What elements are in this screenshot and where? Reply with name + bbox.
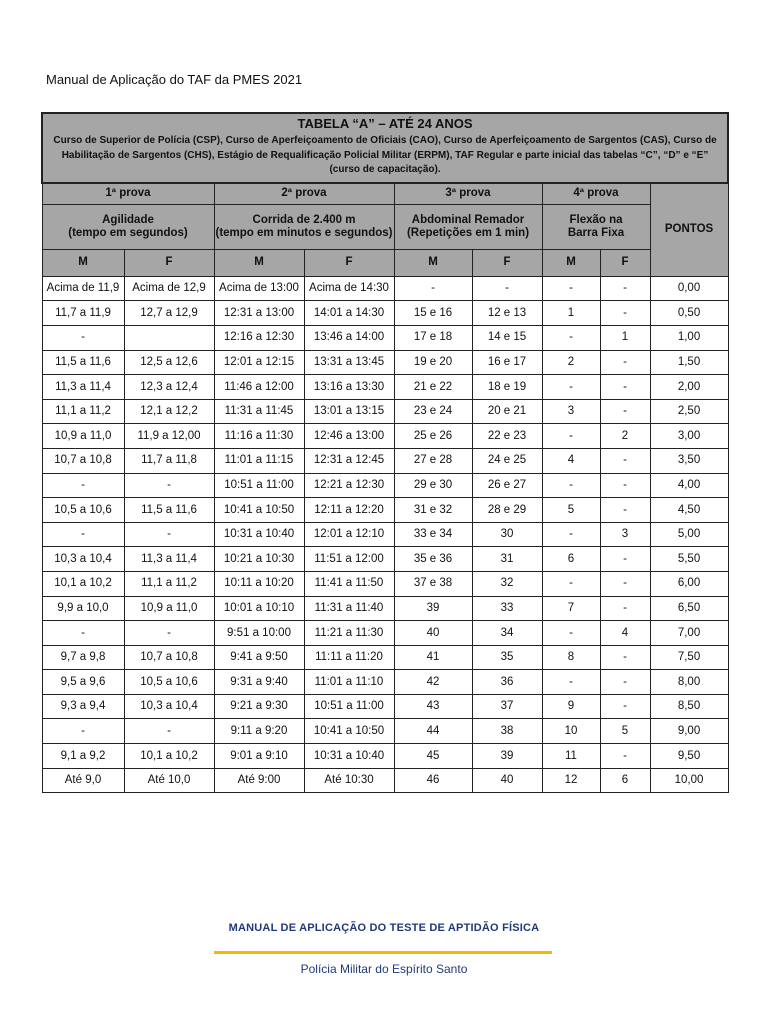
table-row [42,596,728,621]
table-cell: - [600,301,650,326]
table-cell: 9:21 a 9:30 [214,694,304,719]
table-cell: 12:11 a 12:20 [304,498,394,523]
table-cell: 32 [472,571,542,596]
table-cell: - [542,473,600,498]
table-cell: 7 [542,596,600,621]
sex-m-agilidade: M [42,249,124,276]
table-cell: 10,3 a 10,4 [124,694,214,719]
table-cell: 12:01 a 12:10 [304,522,394,547]
table-cell: 10:51 a 11:00 [304,694,394,719]
table-cell: - [600,670,650,695]
table-title: TABELA “A” – ATÉ 24 ANOS [297,116,473,131]
table-cell: 9:41 a 9:50 [214,645,304,670]
table-cell: 13:31 a 13:45 [304,350,394,375]
category-label: Agilidade [102,214,154,227]
table-cell: - [542,621,600,646]
table-cell: 27 e 28 [394,448,472,473]
table-cell: 10:31 a 10:40 [304,744,394,769]
table-cell: 39 [394,596,472,621]
table-cell: 5,00 [650,522,728,547]
category-abdominal [394,204,542,249]
table-row [42,424,728,449]
table-cell: 9,7 a 9,8 [42,645,124,670]
table-cell: 8,50 [650,694,728,719]
prova-1-header: 1ª prova [42,183,214,205]
table-cell: 11,1 a 11,2 [124,571,214,596]
table-cell: 24 e 25 [472,448,542,473]
table-cell: - [600,547,650,572]
table-row [42,448,728,473]
table-row [42,571,728,596]
taf-table-a [41,112,729,793]
table-cell: 9,00 [650,719,728,744]
table-cell: 20 e 21 [472,399,542,424]
table-cell: 11,7 a 11,9 [42,301,124,326]
table-cell: 31 e 32 [394,498,472,523]
table-cell: 13:16 a 13:30 [304,375,394,400]
table-cell: 5 [600,719,650,744]
table-cell: - [542,424,600,449]
table-cell: 8,00 [650,670,728,695]
table-cell: 11 [542,744,600,769]
table-cell: 10,7 a 10,8 [124,645,214,670]
table-cell: 11,3 a 11,4 [124,547,214,572]
table-cell: 10:51 a 11:00 [214,473,304,498]
table-cell: 19 e 20 [394,350,472,375]
table-cell: 12:01 a 12:15 [214,350,304,375]
table-cell: Até 10:30 [304,768,394,793]
table-cell: 4 [600,621,650,646]
table-cell: 12 [542,768,600,793]
table-cell: 22 e 23 [472,424,542,449]
table-cell: - [600,375,650,400]
table-cell: - [600,498,650,523]
document-header: Manual de Aplicação do TAF da PMES 2021 [46,72,303,87]
table-cell: 10,1 a 10,2 [42,571,124,596]
table-row [42,744,728,769]
table-cell: 26 e 27 [472,473,542,498]
table-cell: 10:11 a 10:20 [214,571,304,596]
table-cell: 9 [542,694,600,719]
table-cell: 2,00 [650,375,728,400]
table-cell: 6 [542,547,600,572]
table-cell: 9,1 a 9,2 [42,744,124,769]
table-cell: 40 [472,768,542,793]
table-cell: - [542,276,600,301]
table-cell: Acima de 11,9 [42,276,124,301]
table-cell: Até 10,0 [124,768,214,793]
table-row [42,522,728,547]
table-cell: 12:31 a 12:45 [304,448,394,473]
table-cell: 11:41 a 11:50 [304,571,394,596]
table-row [42,350,728,375]
table-row [42,276,728,301]
table-cell: 10,7 a 10,8 [42,448,124,473]
table-cell: 1 [600,325,650,350]
table-row [42,645,728,670]
table-cell: 0,00 [650,276,728,301]
table-cell: 6,50 [650,596,728,621]
category-flexao [542,204,650,249]
table-cell: - [542,670,600,695]
pontos-header: PONTOS [650,183,728,277]
table-cell: 5 [542,498,600,523]
table-cell: - [42,522,124,547]
table-cell: 41 [394,645,472,670]
sex-f-flexao: F [600,249,650,276]
table-cell: 12:31 a 13:00 [214,301,304,326]
table-cell: 33 e 34 [394,522,472,547]
table-cell: 11:31 a 11:40 [304,596,394,621]
table-cell: 11:31 a 11:45 [214,399,304,424]
table-cell: - [124,473,214,498]
table-cell: 18 e 19 [472,375,542,400]
table-cell: 35 [472,645,542,670]
table-cell: - [124,522,214,547]
table-cell: - [42,621,124,646]
table-cell: - [542,571,600,596]
table-cell: - [600,694,650,719]
table-row [42,694,728,719]
table-cell: 40 [394,621,472,646]
table-cell: 10:41 a 10:50 [304,719,394,744]
sex-f-agilidade: F [124,249,214,276]
table-cell: 10,9 a 11,0 [124,596,214,621]
table-cell: 4 [542,448,600,473]
table-cell: - [542,325,600,350]
table-cell: 3,50 [650,448,728,473]
table-cell: 7,50 [650,645,728,670]
table-cell: 21 e 22 [394,375,472,400]
table-cell: 16 e 17 [472,350,542,375]
table-cell: 5,50 [650,547,728,572]
table-cell: 2,50 [650,399,728,424]
prova-4-header: 4ª prova [542,183,650,205]
table-cell: 6 [600,768,650,793]
table-cell: 11:01 a 11:10 [304,670,394,695]
table-row [42,399,728,424]
table-cell: 9,3 a 9,4 [42,694,124,719]
table-cell: 11,7 a 11,8 [124,448,214,473]
table-cell: 13:46 a 14:00 [304,325,394,350]
sex-m-corrida: M [214,249,304,276]
table-cell: 1,00 [650,325,728,350]
sex-m-flexao: M [542,249,600,276]
table-cell: 10,5 a 10,6 [124,670,214,695]
table-cell: 35 e 36 [394,547,472,572]
table-cell: 1,50 [650,350,728,375]
table-row [42,498,728,523]
table-cell: 9:01 a 9:10 [214,744,304,769]
table-cell: 45 [394,744,472,769]
table-cell: 43 [394,694,472,719]
table-cell: 11:11 a 11:20 [304,645,394,670]
table-cell: - [124,621,214,646]
table-cell: 7,00 [650,621,728,646]
table-cell: - [124,719,214,744]
category-unit: (tempo em minutos e segundos) [215,226,393,239]
table-cell [124,325,214,350]
table-row [42,670,728,695]
table-row [42,768,728,793]
table-cell: 11:46 a 12:00 [214,375,304,400]
table-cell: 4,50 [650,498,728,523]
table-cell: - [600,399,650,424]
table-cell: Até 9:00 [214,768,304,793]
footer-title: MANUAL DE APLICAÇÃO DO TESTE DE APTIDÃO FÍSICA [228,922,540,934]
table-cell: 14:01 a 14:30 [304,301,394,326]
sex-m-abdominal: M [394,249,472,276]
prova-3-header: 3ª prova [394,183,542,205]
table-title-block [42,113,728,183]
table-cell: 28 e 29 [472,498,542,523]
table-row [42,473,728,498]
table-cell: 12 e 13 [472,301,542,326]
table-body [42,276,728,792]
table-cell: 25 e 26 [394,424,472,449]
table-cell: - [600,448,650,473]
table-cell: 17 e 18 [394,325,472,350]
table-cell: - [600,744,650,769]
table-row [42,719,728,744]
table-cell: 11:21 a 11:30 [304,621,394,646]
table-cell: 6,00 [650,571,728,596]
category-corrida [214,204,394,249]
table-cell: 11,1 a 11,2 [42,399,124,424]
table-cell: 2 [600,424,650,449]
table-cell: - [42,473,124,498]
table-cell: 39 [472,744,542,769]
table-cell: 46 [394,768,472,793]
table-cell: 3 [600,522,650,547]
table-cell: 1 [542,301,600,326]
table-cell: 10,3 a 10,4 [42,547,124,572]
table-cell: Até 9,0 [42,768,124,793]
table-cell: 29 e 30 [394,473,472,498]
table-cell: 10:21 a 10:30 [214,547,304,572]
table-cell: - [600,276,650,301]
table-cell: 11:01 a 11:15 [214,448,304,473]
table-cell: 11,5 a 11,6 [42,350,124,375]
table-cell: - [42,325,124,350]
table-cell: 37 e 38 [394,571,472,596]
table-cell: 36 [472,670,542,695]
table-cell: 11:51 a 12:00 [304,547,394,572]
table-cell: Acima de 14:30 [304,276,394,301]
table-cell: 10:41 a 10:50 [214,498,304,523]
table-cell: - [394,276,472,301]
prova-2-header: 2ª prova [214,183,394,205]
table-cell: 10:01 a 10:10 [214,596,304,621]
table-cell: 10,1 a 10,2 [124,744,214,769]
table-cell: 3 [542,399,600,424]
table-subtitle: Curso de Superior de Polícia (CSP), Curso de Aperfeiçoamento de Oficiais (CAO), Curso de Aperfeiçoamento de Sargentos (CAS), Curso de Habilitação de Sargentos (CHS), Estágio de Requalificação Policial Militar (ERPM), TAF Regular e parte inicial das tabelas “C”, “D” e “E” (curso de capacitação). [53,135,717,176]
table-cell: 9,5 a 9,6 [42,670,124,695]
table-cell: 23 e 24 [394,399,472,424]
table-cell: - [600,645,650,670]
table-cell: 2 [542,350,600,375]
table-cell: 37 [472,694,542,719]
category-unit: (Repetições em 1 min) [406,226,530,239]
table-cell: 9:11 a 9:20 [214,719,304,744]
table-cell: 31 [472,547,542,572]
table-cell: 12:21 a 12:30 [304,473,394,498]
table-cell: 10:31 a 10:40 [214,522,304,547]
table-cell: 10 [542,719,600,744]
table-cell: Acima de 12,9 [124,276,214,301]
table-row [42,547,728,572]
table-cell: 33 [472,596,542,621]
table-cell: 12,5 a 12,6 [124,350,214,375]
table-cell: Acima de 13:00 [214,276,304,301]
table-cell: 30 [472,522,542,547]
table-cell: 12,3 a 12,4 [124,375,214,400]
table-cell: 12:46 a 13:00 [304,424,394,449]
table-cell: - [600,473,650,498]
table-cell: 11:16 a 11:30 [214,424,304,449]
table-row [42,375,728,400]
footer-divider [214,951,552,954]
table-cell: 3,00 [650,424,728,449]
table-cell: 10,9 a 11,0 [42,424,124,449]
table-cell: 11,3 a 11,4 [42,375,124,400]
table-cell: 12:16 a 12:30 [214,325,304,350]
table-cell: 0,50 [650,301,728,326]
table-cell: 38 [472,719,542,744]
table-row [42,621,728,646]
table-cell: 10,5 a 10,6 [42,498,124,523]
table-cell: 14 e 15 [472,325,542,350]
table-cell: 10,00 [650,768,728,793]
table-cell: 12,1 a 12,2 [124,399,214,424]
table-cell: - [542,375,600,400]
table-cell: 9,9 a 10,0 [42,596,124,621]
table-cell: 9:51 a 10:00 [214,621,304,646]
table-cell: 11,5 a 11,6 [124,498,214,523]
footer-organization: Polícia Militar do Espírito Santo [300,962,468,976]
category-agilidade [42,204,214,249]
category-label: Abdominal Remador [411,214,525,227]
category-unit: Barra Fixa [567,226,625,239]
sex-f-corrida: F [304,249,394,276]
table-cell: 15 e 16 [394,301,472,326]
table-row [42,325,728,350]
table-cell: - [600,596,650,621]
category-unit: (tempo em segundos) [68,226,188,239]
table-cell: 42 [394,670,472,695]
category-label: Corrida de 2.400 m [252,214,356,227]
table-cell: 34 [472,621,542,646]
table-cell: 11,9 a 12,00 [124,424,214,449]
table-cell: 9:31 a 9:40 [214,670,304,695]
table-cell: - [472,276,542,301]
table-cell: - [600,571,650,596]
table-cell: 9,50 [650,744,728,769]
sex-f-abdominal: F [472,249,542,276]
table-cell: 13:01 a 13:15 [304,399,394,424]
category-label: Flexão na [569,214,623,227]
table-cell: 44 [394,719,472,744]
table-cell: - [542,522,600,547]
table-cell: 8 [542,645,600,670]
table-row [42,301,728,326]
table-cell: 12,7 a 12,9 [124,301,214,326]
table-cell: - [42,719,124,744]
table-cell: 4,00 [650,473,728,498]
table-cell: - [600,350,650,375]
